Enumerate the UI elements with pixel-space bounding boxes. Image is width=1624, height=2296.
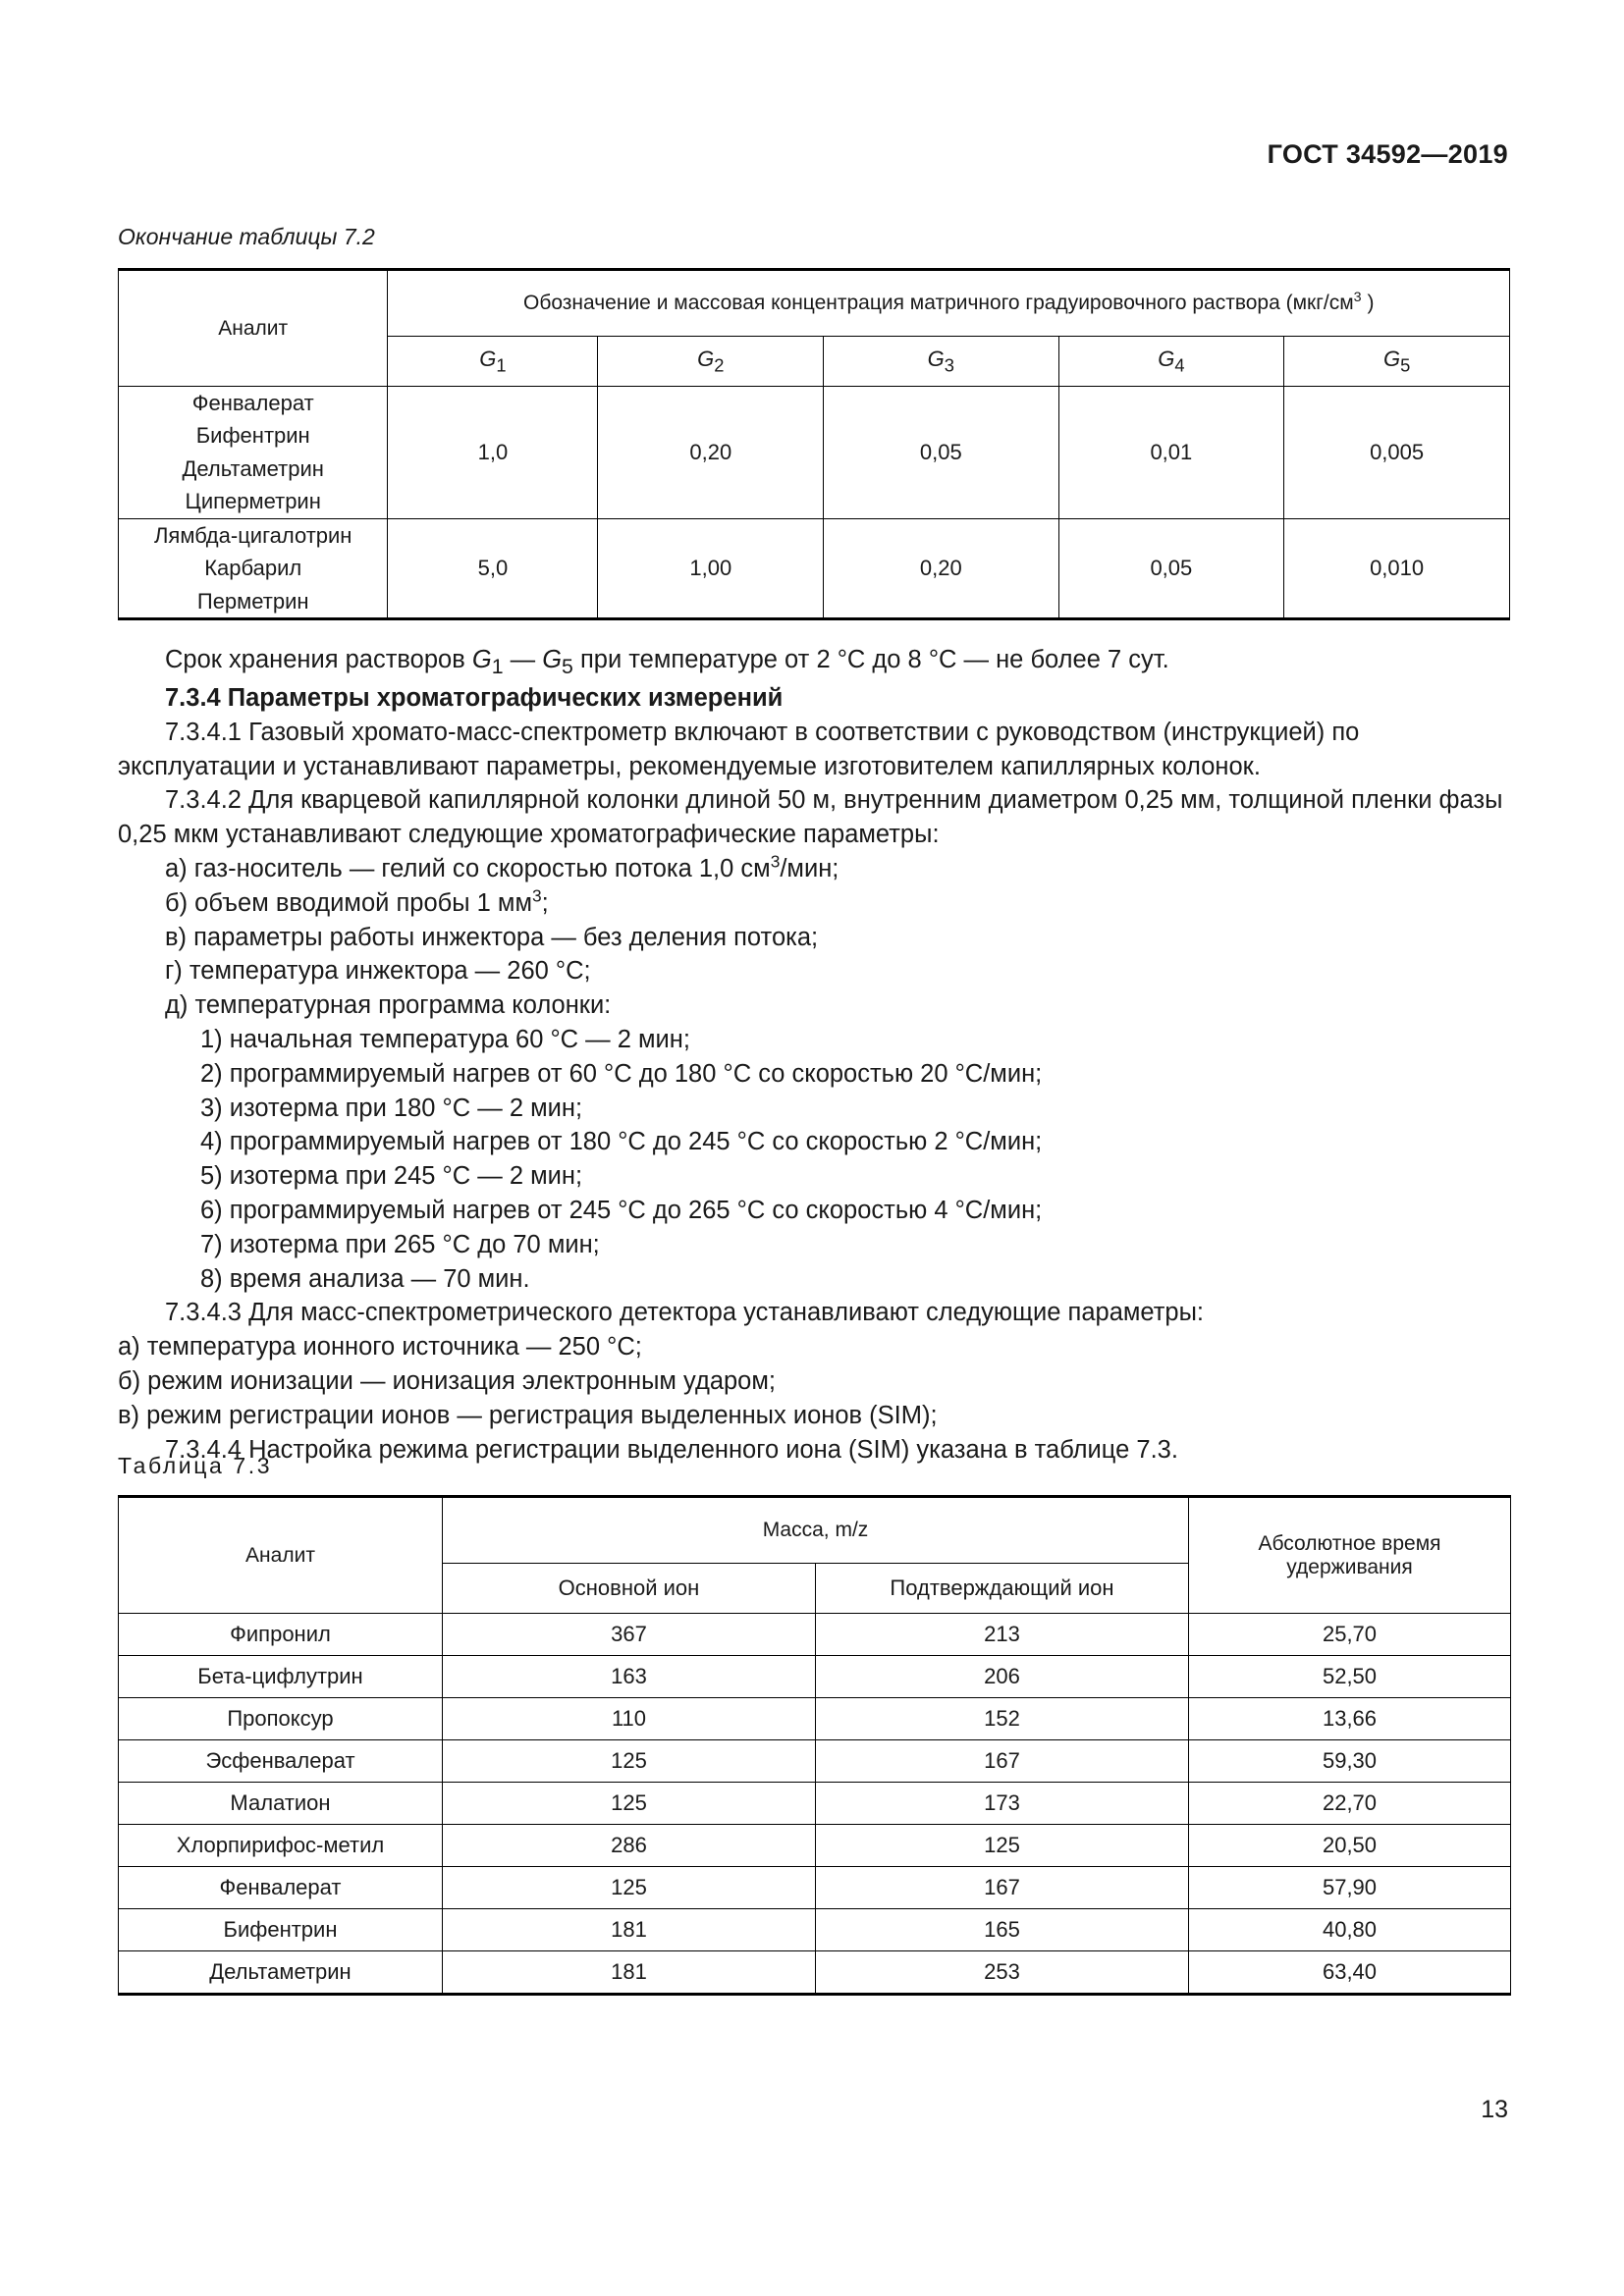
table-72-header-row — [119, 270, 1510, 337]
concentration-value: 1,0 — [388, 387, 598, 519]
confirm-ion-value: 253 — [816, 1951, 1189, 1995]
table-row — [119, 1614, 1511, 1656]
table-72-subheader-g1 — [388, 337, 598, 387]
list-item-b-exponent: 3 — [531, 885, 542, 906]
table-72-subheader-g2 — [598, 337, 824, 387]
confirm-ion-value: 213 — [816, 1614, 1189, 1656]
standard-number: ГОСТ 34592—2019 — [1267, 139, 1508, 169]
paragraph-7-3-4-2: 7.3.4.2 Для кварцевой капиллярной колонки длиной 50 м, внутренним диаметром 0,25 мм, толщиной пленки фазы 0,25 мкм устанавливают следующие хроматографические параметры: — [118, 786, 1503, 849]
heading-7-3-4: 7.3.4 Параметры хроматографических измерений — [165, 684, 784, 713]
table-row — [119, 1951, 1511, 1995]
g-index: 5 — [1400, 354, 1411, 376]
concentration-value: 0,01 — [1058, 387, 1284, 519]
analyte-name: Фипронил — [119, 1614, 443, 1656]
list-item-b-suffix: ; — [541, 888, 549, 917]
g5-symbol: G — [542, 646, 563, 673]
list-item-a-suffix: /мин; — [780, 855, 839, 883]
retention-time-value: 52,50 — [1189, 1656, 1511, 1698]
confirm-ion-value: 173 — [816, 1783, 1189, 1825]
sublist-item-3: 3) изотерма при 180 °С — 2 мин; — [200, 1094, 583, 1122]
retention-time-value: 63,40 — [1189, 1951, 1511, 1995]
list-item-b-text: б) объем вводимой пробы 1 мм — [165, 888, 532, 917]
body-text-block — [118, 643, 1510, 1467]
concentration-value: 5,0 — [388, 518, 598, 618]
analyte-name: Фенвалерат — [191, 391, 314, 415]
analyte-name: Хлорпирифос-метил — [119, 1825, 443, 1867]
concentration-value: 0,005 — [1284, 387, 1510, 519]
retention-time-value: 22,70 — [1189, 1783, 1511, 1825]
paragraph-7-3-4-3: 7.3.4.3 Для масс-спектрометрического детектора устанавливают следующие параметры: — [165, 1299, 1205, 1327]
sublist-item-7: 7) изотерма при 265 °С до 70 мин; — [200, 1230, 600, 1258]
group-header-exponent: 3 — [1353, 290, 1362, 305]
analyte-name: Пропоксур — [119, 1698, 443, 1740]
concentration-value: 0,05 — [1058, 518, 1284, 618]
table-73-caption: Таблица 7.3 — [118, 1453, 273, 1478]
list-item-a-text: а) газ-носитель — гелий со скоростью потока 1,0 см — [165, 855, 771, 883]
table-73-col-confirm-ion: Подтверждающий ион — [816, 1564, 1189, 1614]
table-73-col-retention — [1189, 1497, 1511, 1614]
confirm-ion-value: 167 — [816, 1740, 1189, 1783]
main-ion-value: 125 — [443, 1867, 816, 1909]
retention-time-value: 57,90 — [1189, 1867, 1511, 1909]
main-ion-value: 110 — [443, 1698, 816, 1740]
concentration-value: 0,05 — [824, 387, 1058, 519]
list-item-g: г) температура инжектора — 260 °С; — [165, 957, 591, 986]
table-72-caption: Окончание таблицы 7.2 — [118, 224, 375, 249]
g-index: 3 — [944, 354, 954, 376]
table-73-body — [119, 1614, 1511, 1995]
table-73-col-analyte: Аналит — [119, 1497, 443, 1614]
page-header — [118, 139, 1508, 170]
analyte-name: Лямбда-цигалотрин — [153, 522, 352, 548]
storage-note-suffix: при температуре от 2 °С до 8 °С — не более 7 сут. — [572, 646, 1169, 673]
g-symbol: G — [1158, 346, 1175, 371]
sublist-item-6: 6) программируемый нагрев от 245 °С до 265 °С со скоростью 4 °С/мин; — [200, 1197, 1043, 1225]
analyte-name: Малатион — [119, 1783, 443, 1825]
retention-label-line1: Абсолютное время — [1258, 1531, 1441, 1555]
group-header-text: Обозначение и массовая концентрация матричного градуировочного раствора (мкг/см — [522, 292, 1354, 314]
table-72-subheader-g5 — [1284, 337, 1510, 387]
g1-symbol: G — [471, 646, 492, 673]
storage-note-prefix: Срок хранения растворов — [165, 646, 472, 673]
table-row — [119, 1740, 1511, 1783]
g-index: 2 — [714, 354, 725, 376]
analyte-name: Эсфенвалерат — [119, 1740, 443, 1783]
analyte-name: Бифентрин — [119, 1909, 443, 1951]
confirm-ion-value: 152 — [816, 1698, 1189, 1740]
g-symbol: G — [479, 346, 497, 371]
table-72-subheader-g3 — [824, 337, 1058, 387]
sublist-item-1: 1) начальная температура 60 °С — 2 мин; — [200, 1026, 690, 1054]
analyte-name: Дельтаметрин — [119, 1951, 443, 1995]
g-symbol: G — [927, 346, 945, 371]
list-item-v: в) параметры работы инжектора — без деления потока; — [165, 923, 819, 951]
g-symbol: G — [697, 346, 715, 371]
concentration-value: 1,00 — [598, 518, 824, 618]
main-ion-value: 125 — [443, 1783, 816, 1825]
retention-time-value: 13,66 — [1189, 1698, 1511, 1740]
list-item-d: д) температурная программа колонки: — [165, 991, 612, 1020]
table-73-section — [118, 1453, 1510, 1996]
main-ion-value: 181 — [443, 1909, 816, 1951]
retention-time-value: 40,80 — [1189, 1909, 1511, 1951]
table-row — [119, 1825, 1511, 1867]
sublist-item-8: 8) время анализа — 70 мин. — [200, 1264, 530, 1293]
g-index: 1 — [496, 354, 507, 376]
table-73 — [118, 1495, 1511, 1996]
table-72-col-analyte: Аналит — [119, 270, 388, 387]
analyte-name: Карбарил — [204, 556, 302, 581]
analyte-name: Перметрин — [196, 588, 309, 614]
concentration-value: 0,010 — [1284, 518, 1510, 618]
table-row — [119, 1783, 1511, 1825]
table-73-col-mass-group: Масса, m/z — [443, 1497, 1189, 1564]
range-dash: — — [503, 646, 543, 673]
confirm-ion-value: 206 — [816, 1656, 1189, 1698]
table-row — [119, 1698, 1511, 1740]
list-item-b — [118, 886, 1510, 921]
main-ion-value: 181 — [443, 1951, 816, 1995]
page-number: 13 — [1481, 2096, 1508, 2123]
sublist-item-5: 5) изотерма при 245 °С — 2 мин; — [200, 1162, 583, 1191]
concentration-value: 0,20 — [824, 518, 1058, 618]
g-symbol: G — [1382, 346, 1401, 371]
main-ion-value: 286 — [443, 1825, 816, 1867]
analyte-name: Дельтаметрин Циперметрин — [182, 455, 324, 514]
retention-time-value: 59,30 — [1189, 1740, 1511, 1783]
list-item-a — [118, 852, 1510, 886]
group-header-suffix: ) — [1361, 292, 1375, 314]
retention-time-value: 20,50 — [1189, 1825, 1511, 1867]
g-index: 4 — [1174, 354, 1185, 376]
paragraph-7-3-4-1: 7.3.4.1 Газовый хромато-масс-спектрометр включают в соответствии с руководством (инструкцией) по эксплуатации и устанавливают параметры, рекомендуемые изготовителем капиллярных колонок. — [118, 718, 1360, 780]
retention-time-value: 25,70 — [1189, 1614, 1511, 1656]
paragraph-7-3-4-4: 7.3.4.4 Настройка режима регистрации выделенного иона (SIM) указана в таблице 7.3. — [165, 1435, 1178, 1464]
analyte-name: Бета-цифлутрин — [119, 1656, 443, 1698]
sublist-item-4: 4) программируемый нагрев от 180 °С до 245 °С со скоростью 2 °С/мин; — [200, 1128, 1043, 1156]
confirm-ion-value: 125 — [816, 1825, 1189, 1867]
confirm-ion-value: 165 — [816, 1909, 1189, 1951]
detector-item-b: б) режим ионизации — ионизация электронным ударом; — [118, 1367, 776, 1396]
table-row — [119, 1656, 1511, 1698]
table-72 — [118, 268, 1510, 620]
sublist-item-2: 2) программируемый нагрев от 60 °С до 180 °С со скоростью 20 °С/мин; — [200, 1059, 1043, 1088]
table-73-header-row — [119, 1497, 1511, 1564]
table-72-analyte-list — [119, 387, 388, 519]
table-72-subheader-g4 — [1058, 337, 1284, 387]
main-ion-value: 125 — [443, 1740, 816, 1783]
table-73-col-main-ion: Основной ион — [443, 1564, 816, 1614]
analyte-name: Бифентрин — [195, 423, 310, 449]
concentration-value: 0,20 — [598, 387, 824, 519]
g1-index: 1 — [491, 655, 504, 679]
table-72-analyte-list — [119, 518, 388, 618]
list-item-a-exponent: 3 — [770, 851, 781, 872]
table-row — [119, 387, 1510, 519]
storage-note — [118, 643, 1510, 681]
table-row — [119, 518, 1510, 618]
table-row — [119, 1867, 1511, 1909]
main-ion-value: 367 — [443, 1614, 816, 1656]
g5-index: 5 — [562, 655, 573, 679]
retention-label-line2: удерживания — [1286, 1555, 1413, 1578]
detector-item-a: а) температура ионного источника — 250 °С; — [118, 1333, 642, 1362]
confirm-ion-value: 167 — [816, 1867, 1189, 1909]
analyte-name: Фенвалерат — [119, 1867, 443, 1909]
detector-item-v: в) режим регистрации ионов — регистрация выделенных ионов (SIM); — [118, 1401, 938, 1429]
table-row — [119, 1909, 1511, 1951]
main-ion-value: 163 — [443, 1656, 816, 1698]
table-72-col-group-header — [388, 270, 1510, 337]
table-72-section — [118, 224, 1510, 620]
